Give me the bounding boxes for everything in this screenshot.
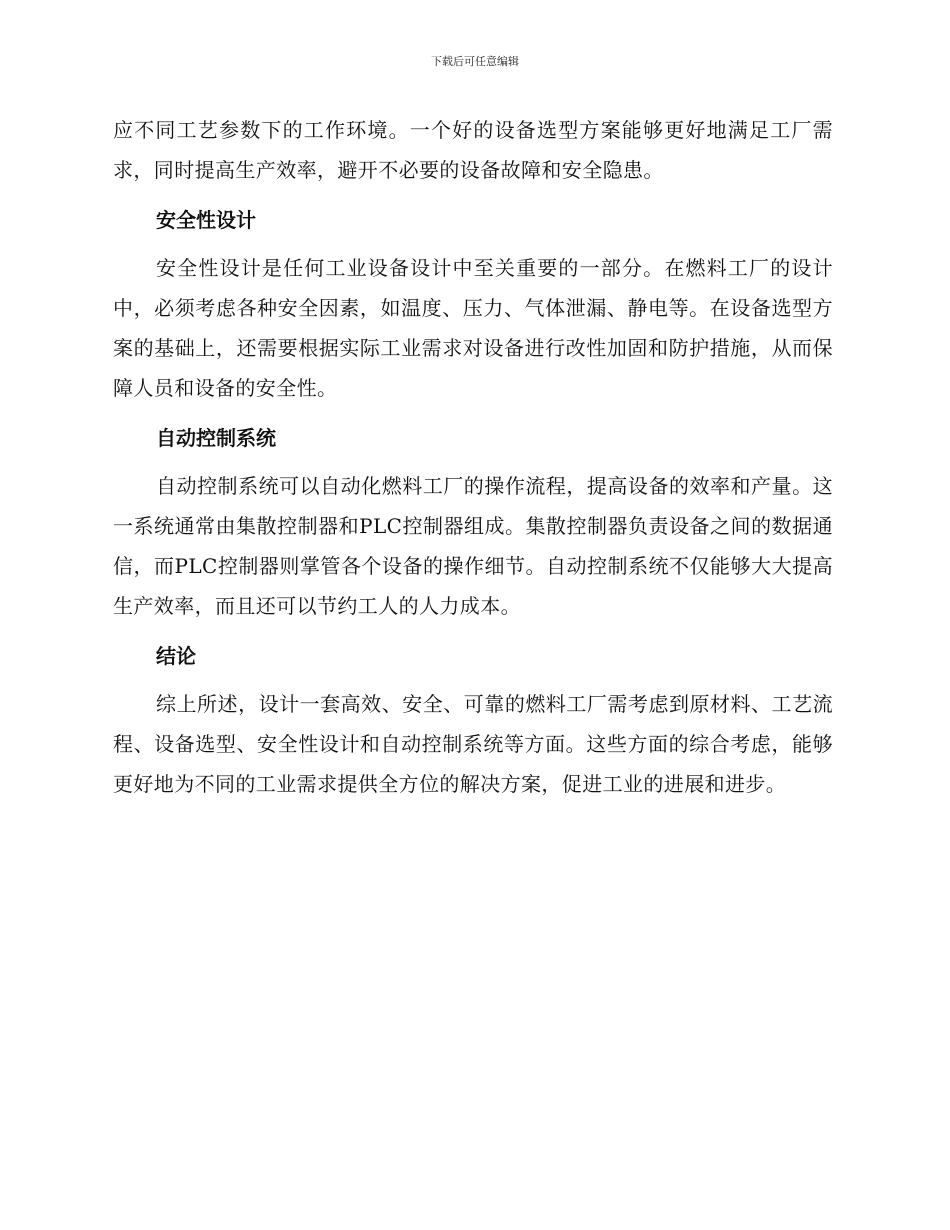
intro-paragraph: 应不同工艺参数下的工作环境。一个好的设备选型方案能够更好地满足工厂需求，同时提高生产效率，避开不必要的设备故障和安全隐患。 [113, 118, 833, 182]
document-body [113, 110, 833, 804]
header-note: 下载后可任意编辑 [431, 55, 519, 68]
section-heading-safety: 安全性设计 [156, 208, 256, 232]
section-heading-conclusion: 结论 [156, 644, 196, 668]
safety-paragraph: 安全性设计是任何工业设备设计中至关重要的一部分。在燃料工厂的设计中，必须考虑各种安全因素，如温度、压力、气体泄漏、静电等。在设备选型方案的基础上，还需要根据实际工业需求对设备进行改性加固和防护措施，从而保障人员和设备的安全性。 [113, 256, 833, 400]
automation-paragraph: 自动控制系统可以自动化燃料工厂的操作流程，提高设备的效率和产量。这一系统通常由集散控制器和PLC控制器组成。集散控制器负责设备之间的数据通信，而PLC控制器则掌管各个设备的操作细节。自动控制系统不仅能够大大提高生产效率，而且还可以节约工人的人力成本。 [113, 474, 833, 618]
section-heading-automation: 自动控制系统 [156, 426, 276, 450]
conclusion-paragraph: 综上所述，设计一套高效、安全、可靠的燃料工厂需考虑到原材料、工艺流程、设备选型、安全性设计和自动控制系统等方面。这些方面的综合考虑，能够更好地为不同的工业需求提供全方位的解决方案，促进工业的进展和进步。 [113, 692, 833, 796]
